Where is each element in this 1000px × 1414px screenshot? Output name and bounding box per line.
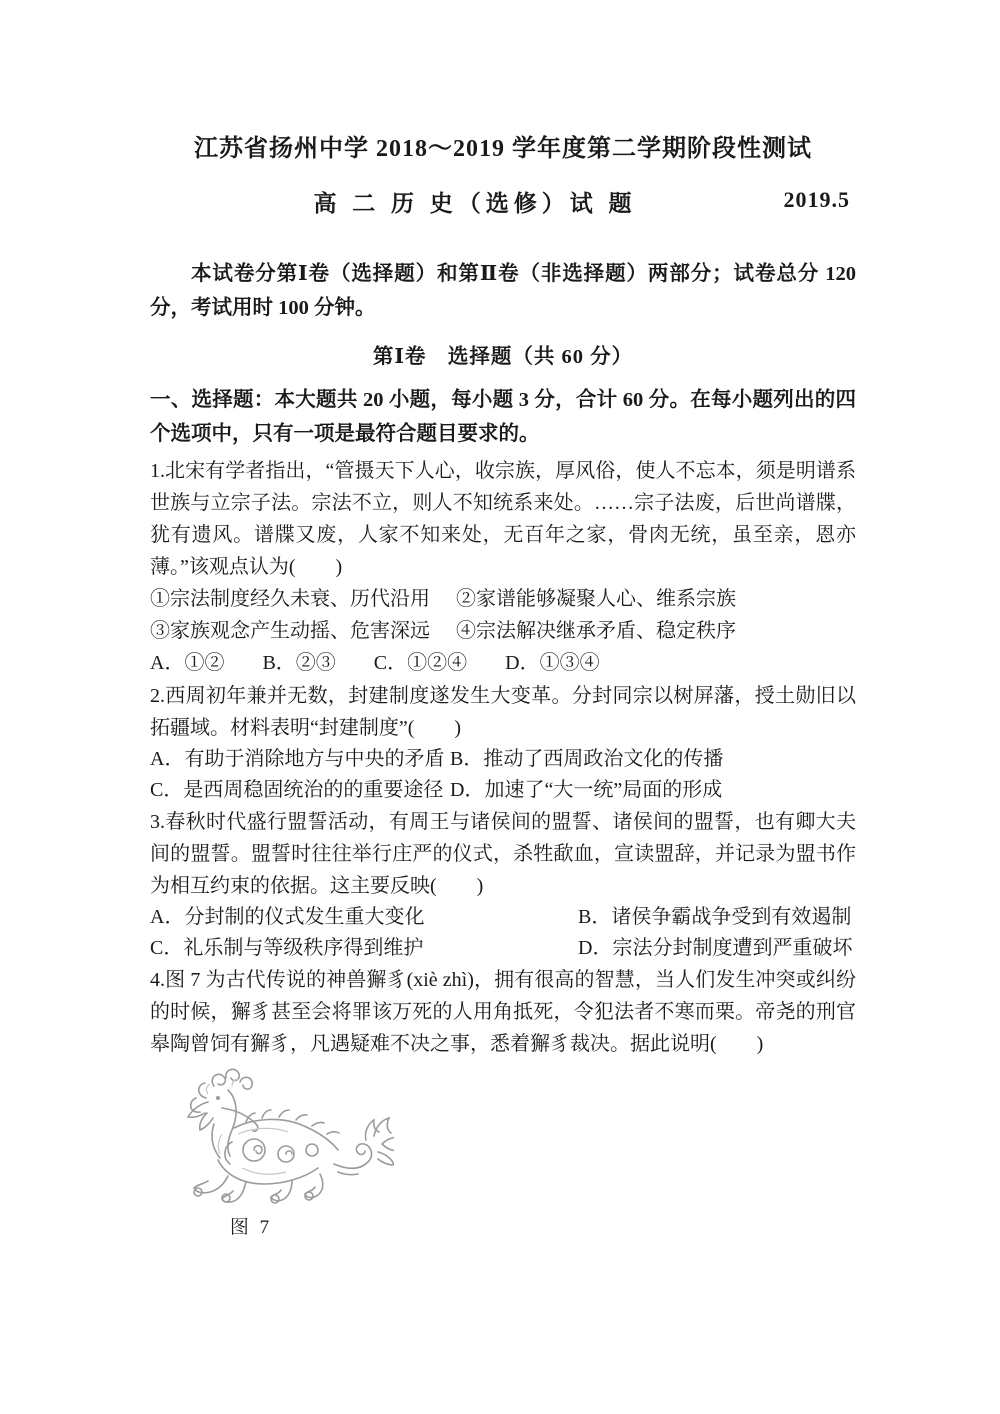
option-b: B．诸侯争霸战争受到有效遏制 — [578, 906, 852, 928]
question-4 — [150, 964, 856, 1239]
statement-row — [150, 615, 856, 647]
exam-intro-paragraph: 本试卷分第Ⅰ卷（选择题）和第Ⅱ卷（非选择题）两部分；试卷总分 120 分，考试用时 100 分钟。 — [150, 263, 856, 319]
question-1-stem: 1.北宋有学者指出，“管摄天下人心，收宗族，厚风俗，使人不忘本，须是明谱系世族与立宗子法。宗法不立，则人不知统系来处。……宗子法废，后世尚谱牒，犹有遗风。谱牒又废，人家不知来处，无百年之家，骨肉无统，虽至亲，恩亦薄。”该观点认为( ) — [150, 460, 856, 578]
exam-date: 2019.5 — [783, 187, 850, 212]
question-3-options — [150, 902, 856, 964]
option-d: D．宗法分封制度遭到严重破坏 — [578, 937, 853, 959]
option-d: D．①③④ — [505, 652, 600, 674]
option-d: D．加速了“大一统”局面的形成 — [450, 779, 723, 801]
statement-row — [150, 583, 856, 615]
statement-4: ④宗法解决继承矛盾、稳定秩序 — [456, 620, 736, 642]
section1-instructions: 一、选择题：本大题共 20 小题，每小题 3 分，合计 60 分。在每小题列出的四个选项中，只有一项是最符合题目要求的。 — [150, 389, 856, 445]
statement-1: ①宗法制度经久未衰、历代沿用 — [150, 588, 430, 610]
section1-header: 第Ⅰ卷 选择题（共 60 分） — [372, 346, 634, 368]
question-1-options — [150, 647, 856, 680]
option-c: C．礼乐制与等级秩序得到维护 — [150, 937, 424, 959]
statement-2: ②家谱能够凝聚人心、维系宗族 — [456, 588, 736, 610]
question-4-stem: 4.图 7 为古代传说的神兽獬豸(xiè zhì)，拥有很高的智慧，当人们发生冲突或纠纷的时候，獬豸甚至会将罪该万死的人用角抵死，令犯法者不寒而栗。帝尧的刑官皋陶曾饲有獬豸，凡遇疑难不决之事，悉着獬豸裁决。据此说明( ) — [150, 969, 856, 1055]
option-c: C．①②④ — [373, 652, 468, 674]
page-content — [150, 128, 856, 1239]
option-a: A．①② — [150, 652, 225, 674]
option-c: C．是西周稳固统治的的重要途径 — [150, 779, 444, 801]
exam-subtitle-row — [150, 185, 856, 219]
statement-3: ③家族观念产生动摇、危害深远 — [150, 620, 430, 642]
option-b: B．推动了西周政治文化的传播 — [450, 748, 724, 770]
exam-title: 江苏省扬州中学 2018～2019 学年度第二学期阶段性测试 — [194, 136, 812, 162]
xiezhi-beast-illustration-icon — [162, 1064, 394, 1206]
question-2 — [150, 680, 856, 806]
option-b: B．②③ — [262, 652, 336, 674]
option-a: A．有助于消除地方与中央的矛盾 — [150, 748, 445, 770]
question-2-stem: 2.西周初年兼并无数，封建制度遂发生大变革。分封同宗以树屏藩，授土勋旧以拓疆域。材料表明“封建制度”( ) — [150, 685, 856, 739]
question-1-statements — [150, 583, 856, 647]
option-a: A．分封制的仪式发生重大变化 — [150, 906, 425, 928]
question-3-stem: 3.春秋时代盛行盟誓活动，有周王与诸侯间的盟誓、诸侯间的盟誓，也有卿大夫间的盟誓。盟誓时往往举行庄严的仪式，杀牲歃血，宣读盟辞，并记录为盟书作为相互约束的依据。这主要反映( ) — [150, 811, 856, 897]
question-1 — [150, 455, 856, 680]
question-3 — [150, 806, 856, 964]
figure-7-caption: 图 7 — [229, 1217, 273, 1238]
question-2-options — [150, 744, 856, 806]
exam-subject-title: 高 二 历 史（选修）试 题 — [313, 191, 637, 216]
figure-7-block — [156, 1064, 416, 1239]
